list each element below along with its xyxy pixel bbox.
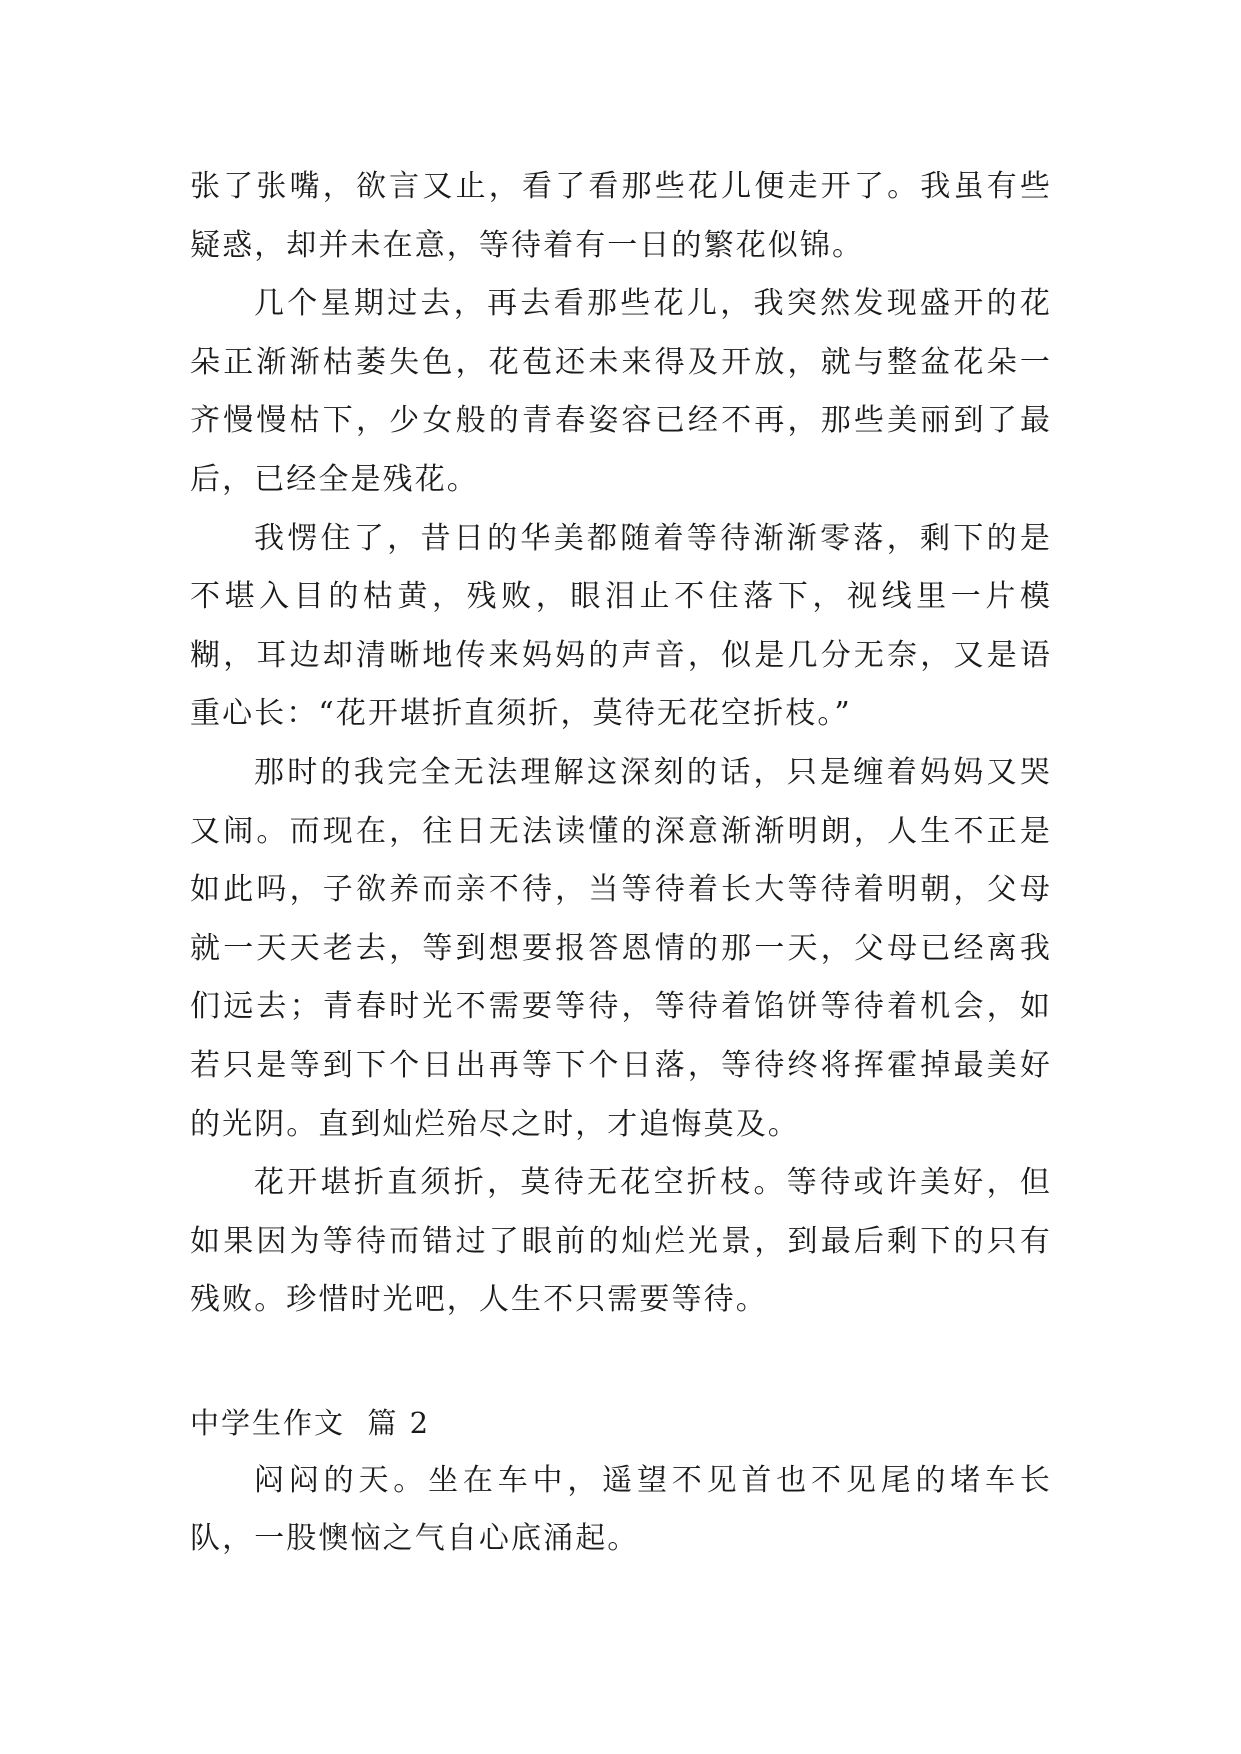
paragraph: 那时的我完全无法理解这深刻的话，只是缠着妈妈又哭又闹。而现在，往日无法读懂的深意渐渐明朗，人生不正是如此吗，子欲养而亲不待，当等待着长大等待着明朝，父母就一天天老去，等到想要报答恩情的那一天，父母已经离我们远去；青春时光不需要等待，等待着馅饼等待着机会，如若只是等到下个日出再等下个日落，等待终将挥霍掉最美好的光阴。直到灿烂殆尽之时，才追悔莫及。	[190, 754, 1052, 1142]
paragraph: 几个星期过去，再去看那些花儿，我突然发现盛开的花朵正渐渐枯萎失色，花苞还未来得及开放，就与整盆花朵一齐慢慢枯下，少女般的青春姿容已经不再，那些美丽到了最后，已经全是残花。	[190, 286, 1052, 497]
paragraph: 花开堪折直须折，莫待无花空折枝。等待或许美好，但如果因为等待而错过了眼前的灿烂光景，到最后剩下的只有残败。珍惜时光吧，人生不只需要等待。	[190, 1165, 1052, 1318]
document-body	[190, 158, 1052, 1569]
paragraph: 我愣住了，昔日的华美都随着等待渐渐零落，剩下的是不堪入目的枯黄，残败，眼泪止不住落下，视线里一片模糊，耳边却清晰地传来妈妈的声音，似是几分无奈，又是语重心长：“花开堪折直须折，莫待无花空折枝。”	[190, 520, 1052, 732]
paragraph-continued: 张了张嘴，欲言又止，看了看那些花儿便走开了。我虽有些疑惑，却并未在意，等待着有一日的繁花似锦。	[190, 169, 1052, 263]
paragraph: 闷闷的天。坐在车中，遥望不见首也不见尾的堵车长队，一股懊恼之气自心底涌起。	[190, 1462, 1052, 1557]
section-heading: 中学生作文 篇 2	[190, 1405, 431, 1440]
